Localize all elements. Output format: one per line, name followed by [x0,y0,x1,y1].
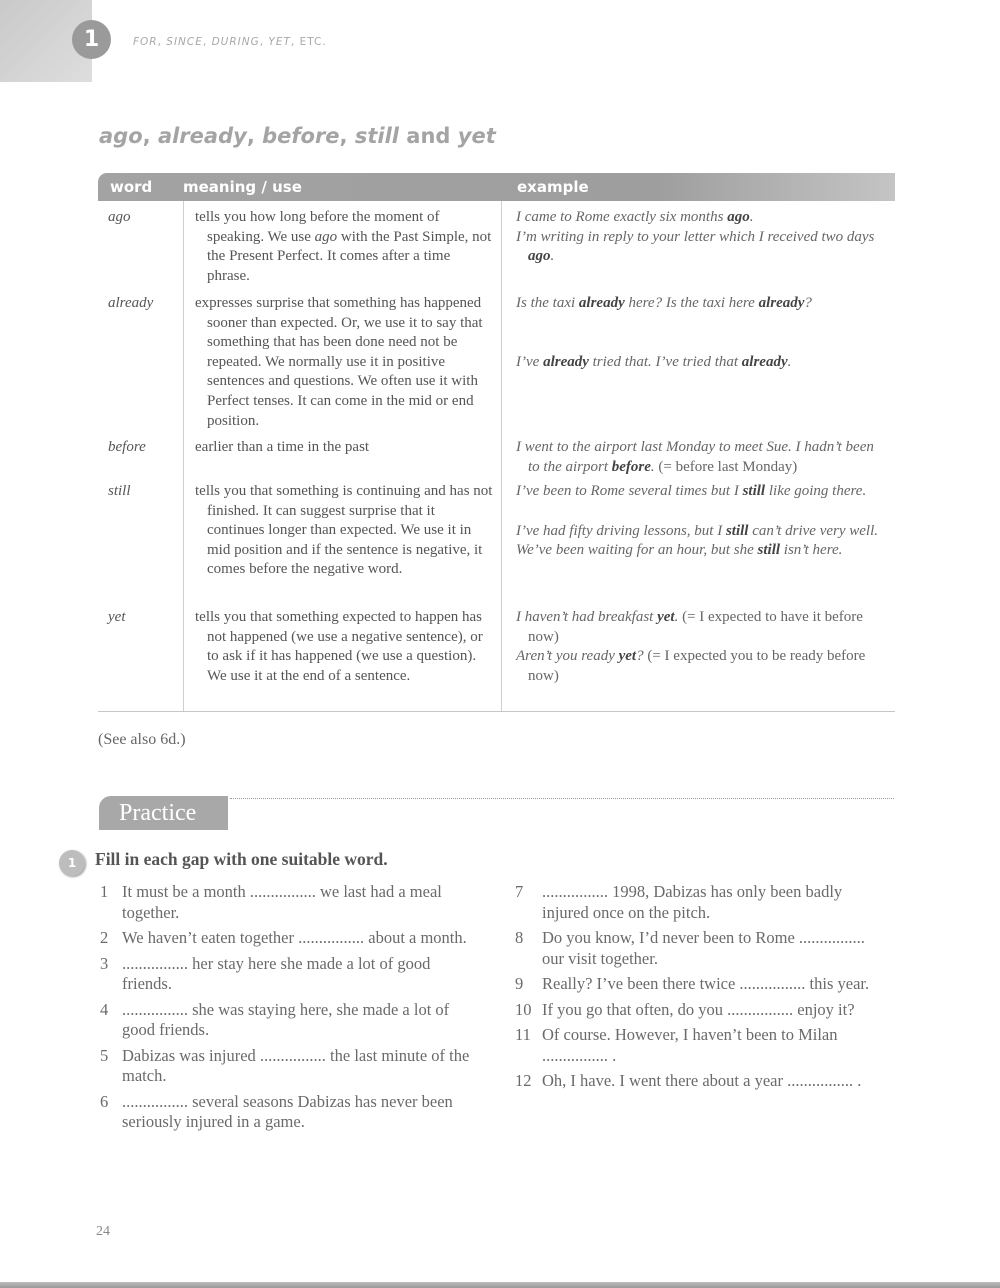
item-text[interactable]: ................ her stay here she made a lot of good friends. [122,953,431,993]
example-sentence: I’ve already tried that. I’ve tried that already. [516,353,792,370]
title-sep: , [142,124,158,148]
example-sentence: Is the taxi already here? Is the taxi here already? [516,295,812,311]
item-text[interactable]: Do you know, I’d never been to Rome ................ our visit together. [542,928,865,968]
example-sentence: I came to Rome exactly six months ago. [516,209,754,225]
row-word: still [108,483,131,499]
exercise-column-right [515,882,890,1097]
running-head [133,36,327,48]
exercise-item [100,882,475,923]
row-word: already [108,295,154,311]
header-word: word [110,178,153,196]
item-number: 3 [100,953,109,973]
item-number: 6 [100,1091,109,1111]
title-word: before [262,124,340,148]
row-examples [501,287,895,431]
item-text[interactable]: It must be a month ................ we last had a meal together. [122,882,442,922]
item-number: 11 [515,1025,531,1044]
exercise-item [515,1025,890,1066]
title-sep: , [246,124,263,148]
exercise-item [100,1046,475,1087]
title-and: and [398,124,458,148]
meaning-text: earlier than a time in the past [195,439,370,455]
item-text[interactable]: Oh, I have. I went there about a year ................ . [542,1071,862,1090]
row-meaning [183,475,501,601]
table-body [98,201,895,711]
exercise-item [515,928,890,969]
running-head-during: DURING [211,36,260,48]
row-meaning [183,431,501,475]
table-row [98,431,895,475]
row-word: before [108,439,146,455]
row-examples [501,601,895,711]
item-number: 5 [100,1045,109,1065]
example-sentence: I’ve been to Rome several times but I still like going there. [516,483,867,499]
running-head-sep: , [259,36,269,48]
meaning-text: tells you that something expected to happen has not happened (we use a negative sentence), or to ask if it has happened (we use a question). We use it at the end of a sentence. [195,609,483,684]
row-meaning [183,201,501,287]
meaning-text: tells you how long before the moment of speaking. We use ago with the Past Simple, not the Present Perfect. It comes after a time phrase. [195,209,492,284]
title-word: ago [99,124,143,148]
table-header [98,173,895,201]
exercise-item [515,1000,890,1021]
row-word: yet [108,609,126,625]
example-sentence: We’ve been waiting for an hour, but she still isn’t here. [516,542,843,559]
row-examples [501,201,895,287]
item-number: 7 [515,882,524,901]
meaning-text: tells you that something is continuing and has not finished. It can suggest surprise that it continues longer than expected. We use it in mid position and if the sentence is negative, it comes before the negative word. [195,483,493,578]
running-head-sep: , [157,36,167,48]
table-row [98,601,895,711]
exercise-item [515,1071,890,1092]
page-number: 24 [96,1224,110,1239]
practice-heading: Practice [99,796,228,830]
table-row [98,287,895,431]
example-sentence: I went to the airport last Monday to meet Sue. I hadn’t been to the airport before. (= before last Monday) [516,439,874,475]
item-number: 4 [100,999,109,1019]
item-number: 12 [515,1071,532,1090]
item-number: 9 [515,974,524,993]
running-head-sep: , [202,36,212,48]
table-row [98,201,895,287]
row-examples [501,475,895,601]
section-title [99,124,496,148]
row-examples [501,431,895,475]
running-head-since: SINCE [166,36,203,48]
exercise-item [100,954,475,995]
title-word: yet [457,124,496,148]
item-number: 8 [515,928,524,947]
title-word: already [157,124,247,148]
item-text[interactable]: ................ she was staying here, she made a lot of good friends. [122,999,450,1039]
item-text[interactable]: If you go that often, do you ................ enjoy it? [542,999,855,1019]
running-head-for: FOR [133,36,158,48]
header-example: example [517,178,589,196]
example-sentence: I’ve had fifty driving lessons, but I still can’t drive very well. [516,522,879,539]
exercise-instruction: Fill in each gap with one suitable word. [95,849,388,869]
exercise-number-badge: 1 [59,850,85,876]
grammar-table [98,173,895,712]
running-head-etc: , ETC. [290,36,327,48]
item-number: 1 [100,882,109,901]
header-meaning: meaning / use [183,178,302,196]
table-row [98,475,895,601]
example-sentence: Aren’t you ready yet? (= I expected you to be ready before now) [516,648,866,684]
example-sentence: I’m writing in reply to your letter which I received two days ago. [516,228,875,265]
item-number: 2 [100,928,109,947]
unit-number-badge: 1 [72,20,111,59]
exercise-column-left [100,882,475,1138]
item-text[interactable]: Dabizas was injured ................ the last minute of the match. [122,1045,470,1085]
title-word: still [354,124,399,148]
exercise-item [515,882,890,923]
item-text[interactable]: We haven’t eaten together ................ about a month. [122,928,467,947]
example-sentence: I haven’t had breakfast yet. (= I expected to have it before now) [516,609,863,645]
bottom-edge-bar [0,1282,1000,1288]
meaning-text: expresses surprise that something has happened sooner than expected. Or, we use it to say that something that has been done need not be repeated. We normally use it in positive sentences and questions. We often use it with Perfect tenses. It can come in the mid or end position. [195,295,483,429]
item-number: 10 [515,999,532,1019]
running-head-yet: YET [268,36,291,48]
item-text[interactable]: ................ several seasons Dabizas has never been seriously injured in a game. [122,1091,453,1131]
table-bottom-rule [98,711,895,712]
item-text[interactable]: Really? I’ve been there twice ................ this year. [542,974,870,993]
exercise-item [100,1092,475,1133]
exercise-item [515,974,890,995]
dotted-divider [230,798,894,799]
item-text[interactable]: Of course. However, I haven’t been to Milan ................ . [542,1025,838,1065]
exercise-item [100,1000,475,1041]
see-also-note: (See also 6d.) [98,731,186,748]
item-text[interactable]: ................ 1998, Dabizas has only been badly injured once on the pitch. [542,882,843,922]
row-meaning [183,287,501,431]
row-word: ago [108,209,131,225]
title-sep: , [339,124,355,148]
exercise-item [100,928,475,949]
row-meaning [183,601,501,711]
